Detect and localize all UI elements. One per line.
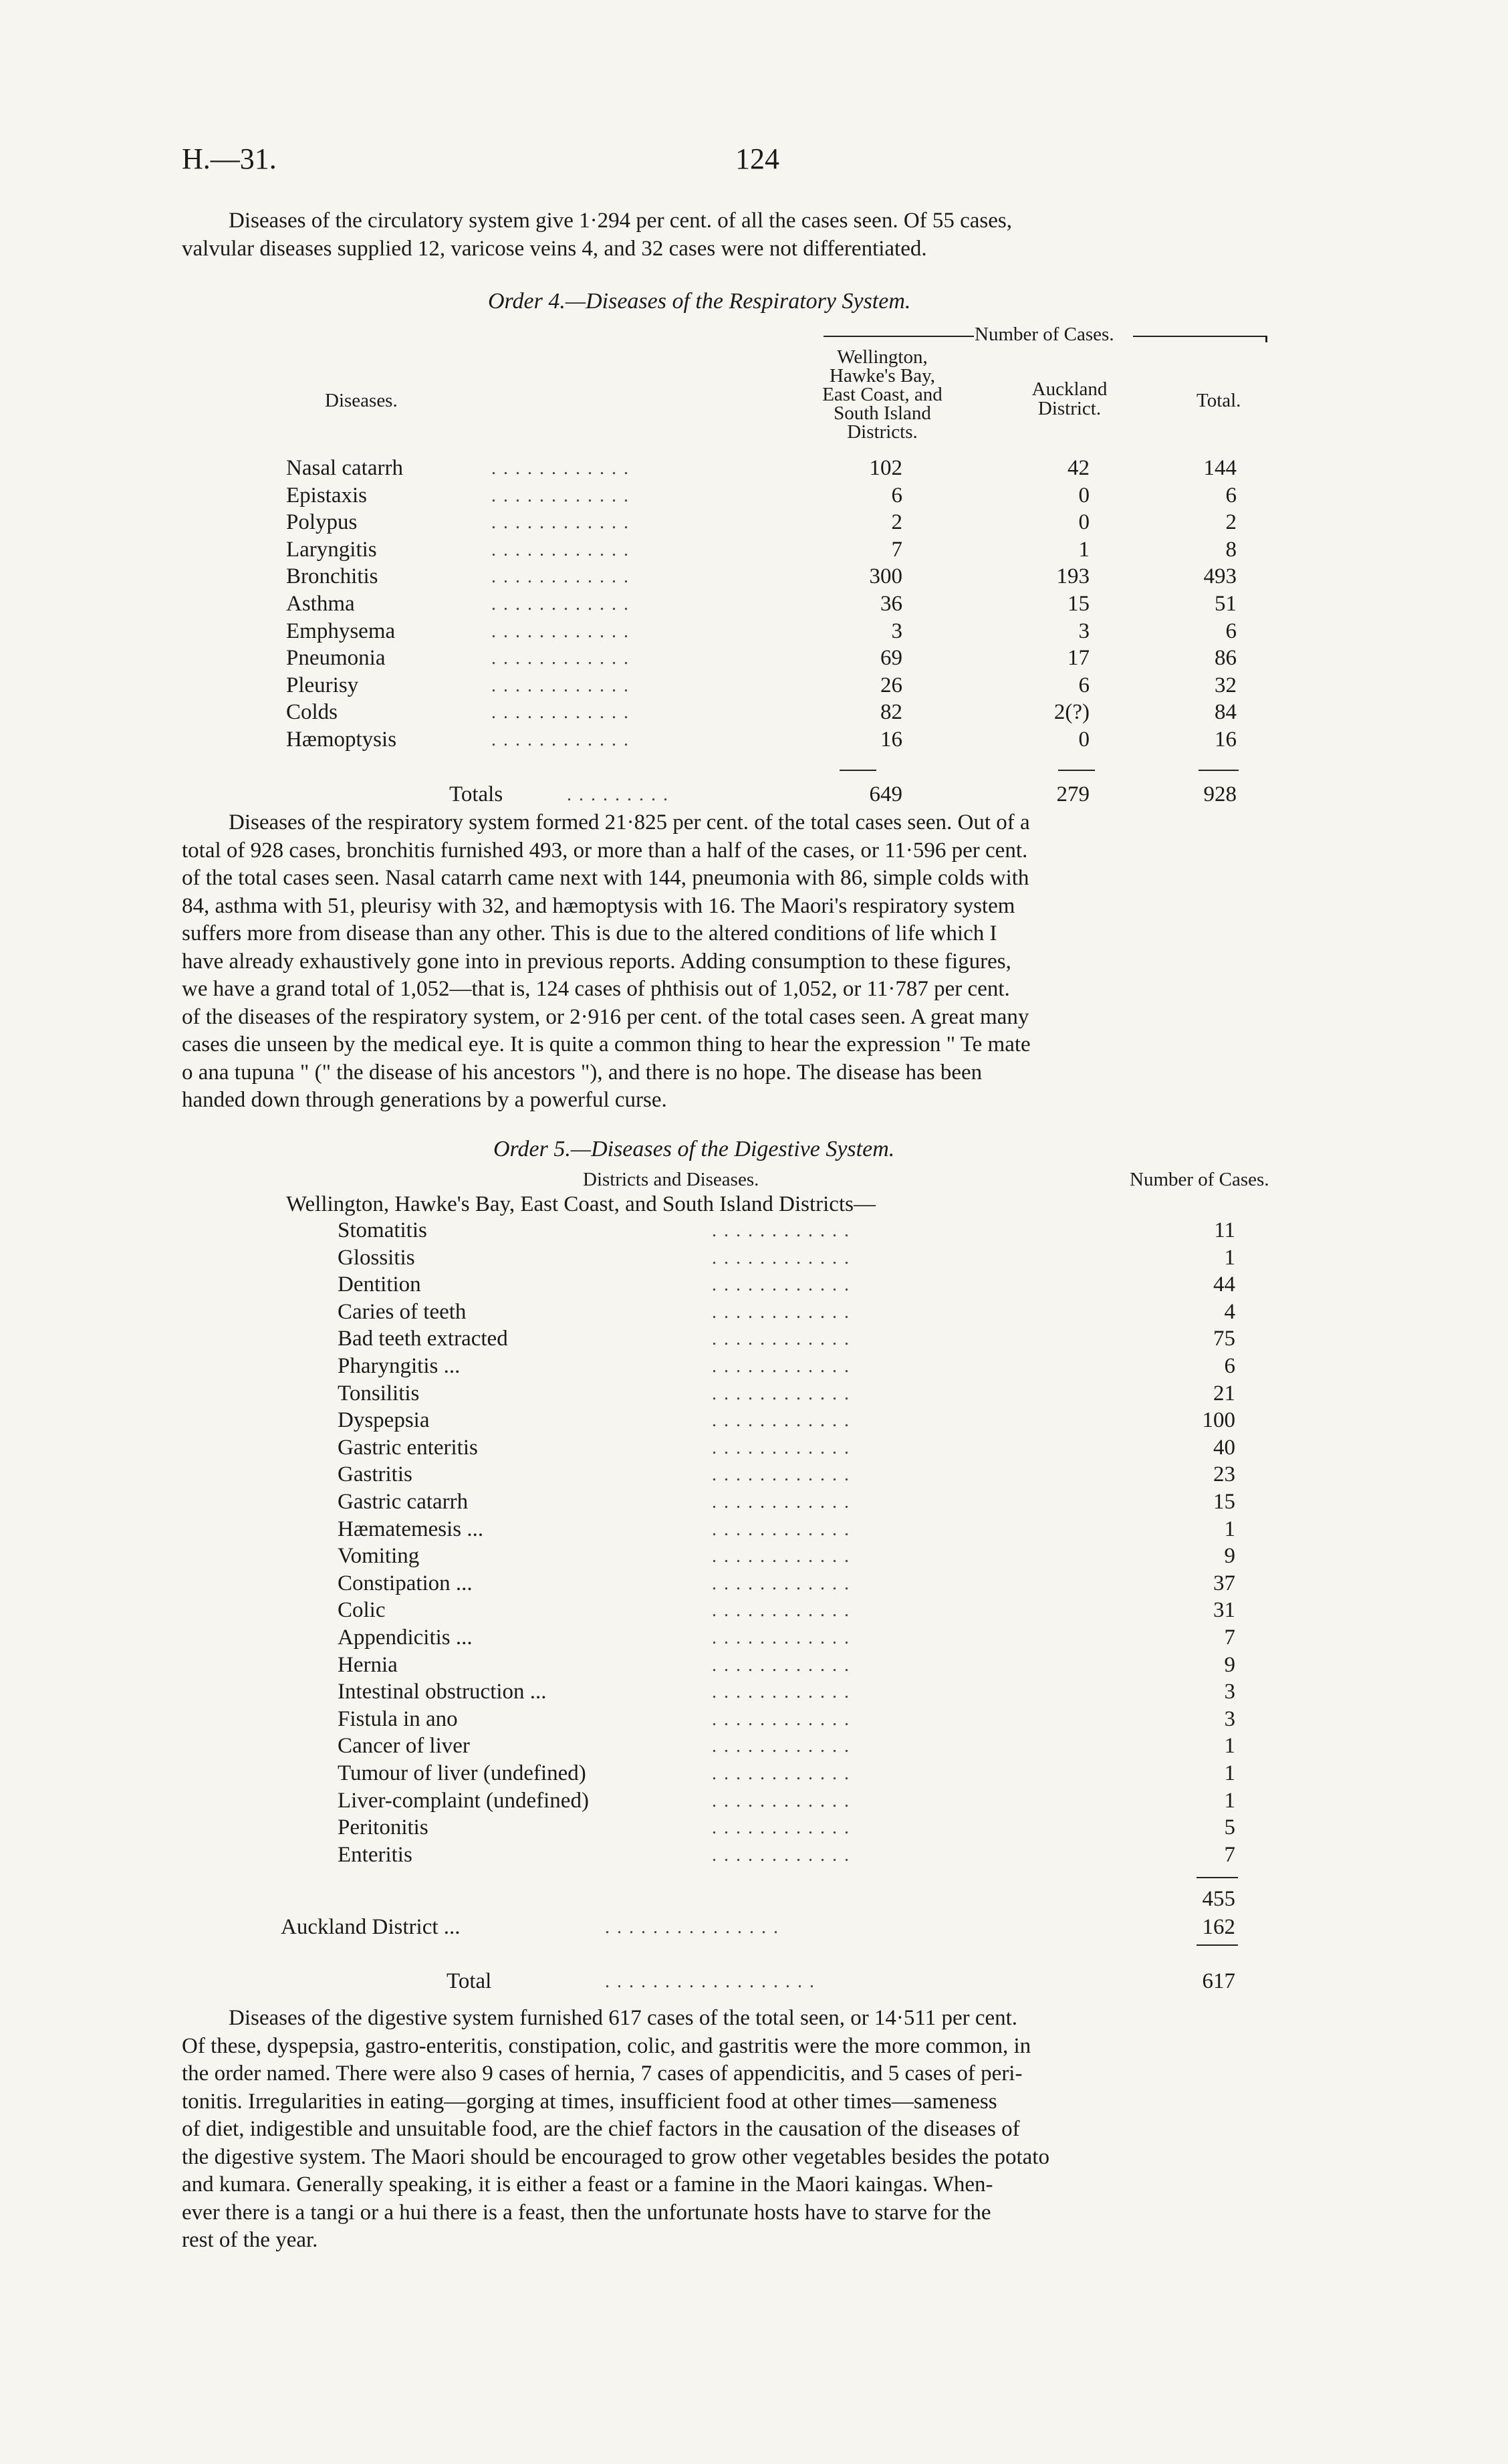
total-label: Total — [447, 1969, 492, 1993]
paragraph-line: and kumara. Generally speaking, it is either a feast or a famine in the Maori kaingas. When- — [182, 2172, 993, 2197]
respiratory-auckland-count: 15 — [1067, 592, 1090, 616]
digestive-disease-name: Hernia — [338, 1653, 398, 1677]
row-leader-dots: . . . . . . . . . . . . — [712, 1383, 850, 1404]
digestive-case-count: 1 — [1224, 1761, 1235, 1785]
district-heading: Wellington, Hawke's Bay, East Coast, and South Island Districts— — [286, 1192, 876, 1216]
row-leader-dots: . . . . . . . . . . . . — [712, 1220, 850, 1241]
digestive-disease-name: Caries of teeth — [338, 1300, 467, 1324]
caption-title: .—Diseases of the Respiratory System. — [559, 289, 911, 314]
respiratory-disease-name: Hæmoptysis — [286, 727, 397, 752]
row-leader-dots: . . . . . . . . . . . . — [491, 730, 630, 750]
total-value: 617 — [1202, 1969, 1235, 1993]
respiratory-wellington-count: 300 — [869, 564, 902, 588]
respiratory-disease-name: Emphysema — [286, 619, 396, 643]
caption-number: 4 — [548, 289, 560, 314]
paragraph-line: we have a grand total of 1,052—that is, 124 cases of phthisis out of 1,052, or 11·787 per cent. — [182, 977, 1010, 1001]
paragraph-line: of the diseases of the respiratory system, or 2·916 per cent. of the total cases seen. A great many — [182, 1004, 1029, 1029]
respiratory-disease-name: Epistaxis — [286, 483, 367, 508]
number-header-rule-tick — [1265, 336, 1267, 342]
subtotal-rule — [1197, 1877, 1238, 1878]
digestive-case-count: 5 — [1224, 1815, 1235, 1839]
row-leader-dots: . . . . . . . . . . . . — [491, 512, 630, 533]
col-districts-header: Districts and Diseases. — [583, 1169, 759, 1190]
col-total-header: Total. — [1197, 390, 1241, 411]
subtotal-value: 455 — [1202, 1887, 1235, 1911]
digestive-disease-name: Dyspepsia — [338, 1408, 430, 1432]
digestive-disease-name: Stomatitis — [338, 1218, 427, 1242]
row-leader-dots: . . . . . . . . . . . . — [712, 1329, 850, 1349]
digestive-case-count: 31 — [1213, 1598, 1235, 1622]
digestive-disease-name: Fistula in ano — [338, 1707, 458, 1731]
respiratory-wellington-count: 7 — [891, 538, 902, 562]
digestive-disease-name: Pharyngitis ... — [338, 1354, 461, 1378]
row-leader-dots: . . . . . . . . . . . . — [712, 1302, 850, 1323]
respiratory-total-count: 6 — [1225, 619, 1237, 643]
digestive-disease-name: Intestinal obstruction ... — [338, 1680, 547, 1704]
auckland-district-value: 162 — [1202, 1915, 1235, 1939]
auckland-district-label: Auckland District ... — [281, 1915, 461, 1939]
digestive-case-count: 7 — [1224, 1843, 1235, 1867]
order4-caption — [488, 289, 910, 314]
paragraph-line: 84, asthma with 51, pleurisy with 32, and hæmoptysis with 16. The Maori's respiratory system — [182, 893, 1015, 918]
total-rule — [1197, 1944, 1238, 1946]
respiratory-auckland-count: 0 — [1078, 727, 1090, 752]
digestive-case-count: 9 — [1224, 1544, 1235, 1568]
respiratory-auckland-count: 2(?) — [1053, 700, 1090, 724]
respiratory-wellington-count: 102 — [869, 456, 902, 480]
row-leader-dots: . . . . . . . . . . . . — [712, 1709, 850, 1730]
digestive-disease-name: Vomiting — [338, 1544, 420, 1568]
paragraph-line: handed down through generations by a powerful curse. — [182, 1088, 667, 1112]
digestive-case-count: 1 — [1224, 1517, 1235, 1541]
paragraph-line: cases die unseen by the medical eye. It is quite a common thing to hear the expression " Te mate — [182, 1032, 1031, 1056]
row-leader-dots: . . . . . . . . . . . . — [712, 1248, 850, 1268]
row-leader-dots: . . . . . . . . . . . . — [712, 1410, 850, 1431]
digestive-disease-name: Tumour of liver (undefined) — [338, 1761, 586, 1785]
respiratory-auckland-count: 1 — [1078, 538, 1090, 562]
row-leader-dots: . . . . . . . . . . . . — [712, 1791, 850, 1811]
col-wellington-line: Districts. — [847, 421, 918, 443]
digestive-disease-name: Gastric enteritis — [338, 1436, 478, 1460]
respiratory-wellington-count: 2 — [891, 510, 902, 534]
respiratory-disease-name: Asthma — [286, 592, 355, 616]
digestive-disease-name: Peritonitis — [338, 1815, 428, 1839]
row-leader-dots: . . . . . . . . . . . . — [491, 594, 630, 614]
digestive-disease-name: Gastric catarrh — [338, 1490, 469, 1514]
digestive-disease-name: Bad teeth extracted — [338, 1327, 508, 1351]
col-wellington-line: Wellington, — [837, 346, 928, 368]
paragraph-line: the order named. There were also 9 cases of hernia, 7 cases of appendicitis, and 5 cases of peri- — [182, 2061, 1023, 2086]
col-wellington-header — [789, 348, 976, 441]
row-leader-dots: . . . . . . . . . . . . — [712, 1845, 850, 1866]
col-wellington-line: East Coast, and — [822, 384, 943, 405]
row-leader-dots: . . . . . . . . . . . . — [491, 540, 630, 560]
row-leader-dots: . . . . . . . . . . . . — [712, 1817, 850, 1838]
row-leader-dots: . . . . . . . . . . . . — [491, 702, 630, 723]
row-leader-dots: . . . . . . . . . . . . — [712, 1519, 850, 1540]
paragraph-line: ever there is a tangi or a hui there is a feast, then the unfortunate hosts have to starve for the — [182, 2200, 991, 2225]
digestive-disease-name: Cancer of liver — [338, 1734, 470, 1758]
respiratory-auckland-count: 6 — [1078, 673, 1090, 697]
paragraph-line: tonitis. Irregularities in eating—gorging at times, insufficient food at other times—sameness — [182, 2089, 997, 2114]
digestive-case-count: 15 — [1213, 1490, 1235, 1514]
col-auckland-header — [1016, 380, 1123, 419]
respiratory-total-count: 8 — [1225, 538, 1237, 562]
respiratory-wellington-count: 26 — [880, 673, 902, 697]
auckland-leader: . . . . . . . . . . . . . . . — [605, 1917, 779, 1938]
respiratory-auckland-count: 0 — [1078, 510, 1090, 534]
row-leader-dots: . . . . . . . . . . . . — [491, 458, 630, 479]
respiratory-total-count: 32 — [1215, 673, 1237, 697]
paragraph-line: of diet, indigestible and unsuitable food, are the chief factors in the causation of the diseases of — [182, 2117, 1020, 2141]
digestive-case-count: 1 — [1224, 1789, 1235, 1813]
respiratory-wellington-count: 69 — [880, 646, 902, 670]
paragraph-line: o ana tupuna " (" the disease of his ancestors "), and there is no hope. The disease has been — [182, 1060, 983, 1085]
digestive-disease-name: Appendicitis ... — [338, 1626, 473, 1650]
respiratory-disease-name: Bronchitis — [286, 564, 378, 588]
row-leader-dots: . . . . . . . . . . . . — [491, 566, 630, 587]
respiratory-total-count: 16 — [1215, 727, 1237, 752]
digestive-disease-name: Gastritis — [338, 1462, 412, 1486]
digestive-disease-name: Glossitis — [338, 1246, 415, 1270]
digestive-case-count: 1 — [1224, 1734, 1235, 1758]
digestive-case-count: 44 — [1213, 1272, 1235, 1297]
caption-prefix: Order — [488, 289, 549, 314]
digestive-paragraph — [182, 2005, 1345, 2255]
respiratory-total-count: 51 — [1215, 592, 1237, 616]
row-leader-dots: . . . . . . . . . . . . — [712, 1573, 850, 1594]
order5-caption — [493, 1137, 894, 1162]
totals-leader: . . . . . . . . . — [567, 784, 669, 805]
digestive-case-count: 23 — [1213, 1462, 1235, 1486]
digestive-case-count: 4 — [1224, 1300, 1235, 1324]
respiratory-paragraph — [182, 809, 1345, 1115]
col-number-header: Number of Cases. — [1130, 1169, 1269, 1190]
respiratory-disease-name: Polypus — [286, 510, 358, 534]
number-header-rule-right — [1133, 336, 1267, 337]
respiratory-auckland-count: 42 — [1067, 456, 1090, 480]
digestive-case-count: 11 — [1214, 1218, 1235, 1242]
respiratory-auckland-count: 17 — [1067, 646, 1090, 670]
totals-rule-wellington — [840, 770, 876, 771]
digestive-case-count: 1 — [1224, 1246, 1235, 1270]
digestive-disease-name: Constipation ... — [338, 1571, 473, 1595]
col-auckland-line: District. — [1037, 398, 1102, 419]
total-leader: . . . . . . . . . . . . . . . . . . — [605, 1971, 815, 1992]
number-of-cases-header: Number of Cases. — [975, 324, 1114, 345]
paragraph-line: suffers more from disease than any other. This is due to the altered conditions of life which I — [182, 921, 997, 945]
digestive-case-count: 40 — [1213, 1436, 1235, 1460]
respiratory-auckland-count: 193 — [1056, 564, 1090, 588]
respiratory-disease-name: Laryngitis — [286, 538, 377, 562]
row-leader-dots: . . . . . . . . . . . . — [712, 1546, 850, 1567]
respiratory-wellington-count: 82 — [880, 700, 902, 724]
row-leader-dots: . . . . . . . . . . . . — [491, 621, 630, 642]
digestive-case-count: 3 — [1224, 1707, 1235, 1731]
col-auckland-line: Auckland — [1031, 378, 1108, 400]
digestive-disease-name: Dentition — [338, 1272, 421, 1297]
digestive-case-count: 75 — [1213, 1327, 1235, 1351]
respiratory-wellington-count: 3 — [891, 619, 902, 643]
intro-line: Diseases of the circulatory system give 1·294 per cent. of all the cases seen. Of 55 cases, — [229, 209, 1013, 233]
respiratory-disease-name: Nasal catarrh — [286, 456, 403, 480]
row-leader-dots: . . . . . . . . . . . . — [491, 675, 630, 696]
row-leader-dots: . . . . . . . . . . . . — [712, 1356, 850, 1377]
number-header-rule-left — [824, 336, 974, 337]
respiratory-auckland-count: 3 — [1078, 619, 1090, 643]
paragraph-line: total of 928 cases, bronchitis furnished 493, or more than a half of the cases, or 11·596 per cent. — [182, 838, 1028, 863]
row-leader-dots: . . . . . . . . . . . . — [712, 1682, 850, 1702]
paragraph-line: the digestive system. The Maori should be encouraged to grow other vegetables besides the potato — [182, 2144, 1049, 2169]
respiratory-wellington-count: 6 — [891, 483, 902, 508]
respiratory-total-count: 84 — [1215, 700, 1237, 724]
digestive-disease-name: Colic — [338, 1598, 386, 1622]
paragraph-line: have already exhaustively gone into in previous reports. Adding consumption to these figures, — [182, 949, 1011, 974]
totals-wellington: 649 — [869, 782, 902, 806]
col-diseases-header: Diseases. — [325, 390, 398, 411]
digestive-case-count: 7 — [1224, 1626, 1235, 1650]
row-leader-dots: . . . . . . . . . . . . — [712, 1600, 850, 1621]
row-leader-dots: . . . . . . . . . . . . — [712, 1736, 850, 1757]
col-wellington-line: Hawke's Bay, — [830, 365, 935, 386]
digestive-case-count: 3 — [1224, 1680, 1235, 1704]
row-leader-dots: . . . . . . . . . . . . — [491, 648, 630, 669]
respiratory-wellington-count: 36 — [880, 592, 902, 616]
totals-auckland: 279 — [1056, 782, 1090, 806]
paragraph-line: Diseases of the digestive system furnished 617 cases of the total seen, or 14·511 per cent. — [229, 2006, 1018, 2030]
digestive-case-count: 37 — [1213, 1571, 1235, 1595]
totals-total: 928 — [1203, 782, 1237, 806]
respiratory-total-count: 86 — [1215, 646, 1237, 670]
digestive-disease-name: Hæmatemesis ... — [338, 1517, 484, 1541]
digestive-disease-name: Tonsilitis — [338, 1381, 420, 1406]
paragraph-line: rest of the year. — [182, 2228, 318, 2252]
respiratory-total-count: 6 — [1225, 483, 1237, 508]
totals-rule-auckland — [1058, 770, 1095, 771]
respiratory-disease-name: Pleurisy — [286, 673, 359, 697]
digestive-case-count: 21 — [1213, 1381, 1235, 1406]
paragraph-line: of the total cases seen. Nasal catarrh came next with 144, pneumonia with 86, simple colds with — [182, 866, 1029, 890]
order5-caption-text: Order 5.—Diseases of the Digestive System. — [493, 1137, 895, 1161]
intro-line: valvular diseases supplied 12, varicose veins 4, and 32 cases were not differentiated. — [182, 236, 927, 261]
respiratory-total-count: 493 — [1203, 564, 1237, 588]
digestive-disease-name: Enteritis — [338, 1843, 412, 1867]
row-leader-dots: . . . . . . . . . . . . — [712, 1464, 850, 1485]
row-leader-dots: . . . . . . . . . . . . — [491, 485, 630, 506]
page-number: 124 — [735, 142, 779, 175]
respiratory-disease-name: Colds — [286, 700, 338, 724]
paragraph-line: Diseases of the respiratory system formed 21·825 per cent. of the total cases seen. Out of a — [229, 810, 1030, 834]
totals-rule-total — [1199, 770, 1239, 771]
row-leader-dots: . . . . . . . . . . . . — [712, 1763, 850, 1784]
col-wellington-line: South Island — [834, 403, 931, 424]
digestive-case-count: 9 — [1224, 1653, 1235, 1677]
row-leader-dots: . . . . . . . . . . . . — [712, 1655, 850, 1676]
respiratory-disease-name: Pneumonia — [286, 646, 386, 670]
respiratory-auckland-count: 0 — [1078, 483, 1090, 508]
digestive-case-count: 100 — [1202, 1408, 1235, 1432]
digestive-disease-name: Liver-complaint (undefined) — [338, 1789, 589, 1813]
respiratory-wellington-count: 16 — [880, 727, 902, 752]
respiratory-total-count: 2 — [1225, 510, 1237, 534]
digestive-case-count: 6 — [1224, 1354, 1235, 1378]
row-leader-dots: . . . . . . . . . . . . — [712, 1274, 850, 1295]
row-leader-dots: . . . . . . . . . . . . — [712, 1628, 850, 1648]
respiratory-total-count: 144 — [1203, 456, 1237, 480]
row-leader-dots: . . . . . . . . . . . . — [712, 1438, 850, 1458]
totals-label: Totals — [449, 782, 503, 806]
paragraph-line: Of these, dyspepsia, gastro-enteritis, constipation, colic, and gastritis were the more common, in — [182, 2033, 1031, 2058]
document-code: H.—31. — [182, 142, 277, 175]
row-leader-dots: . . . . . . . . . . . . — [712, 1492, 850, 1513]
intro-paragraph — [182, 207, 1345, 263]
